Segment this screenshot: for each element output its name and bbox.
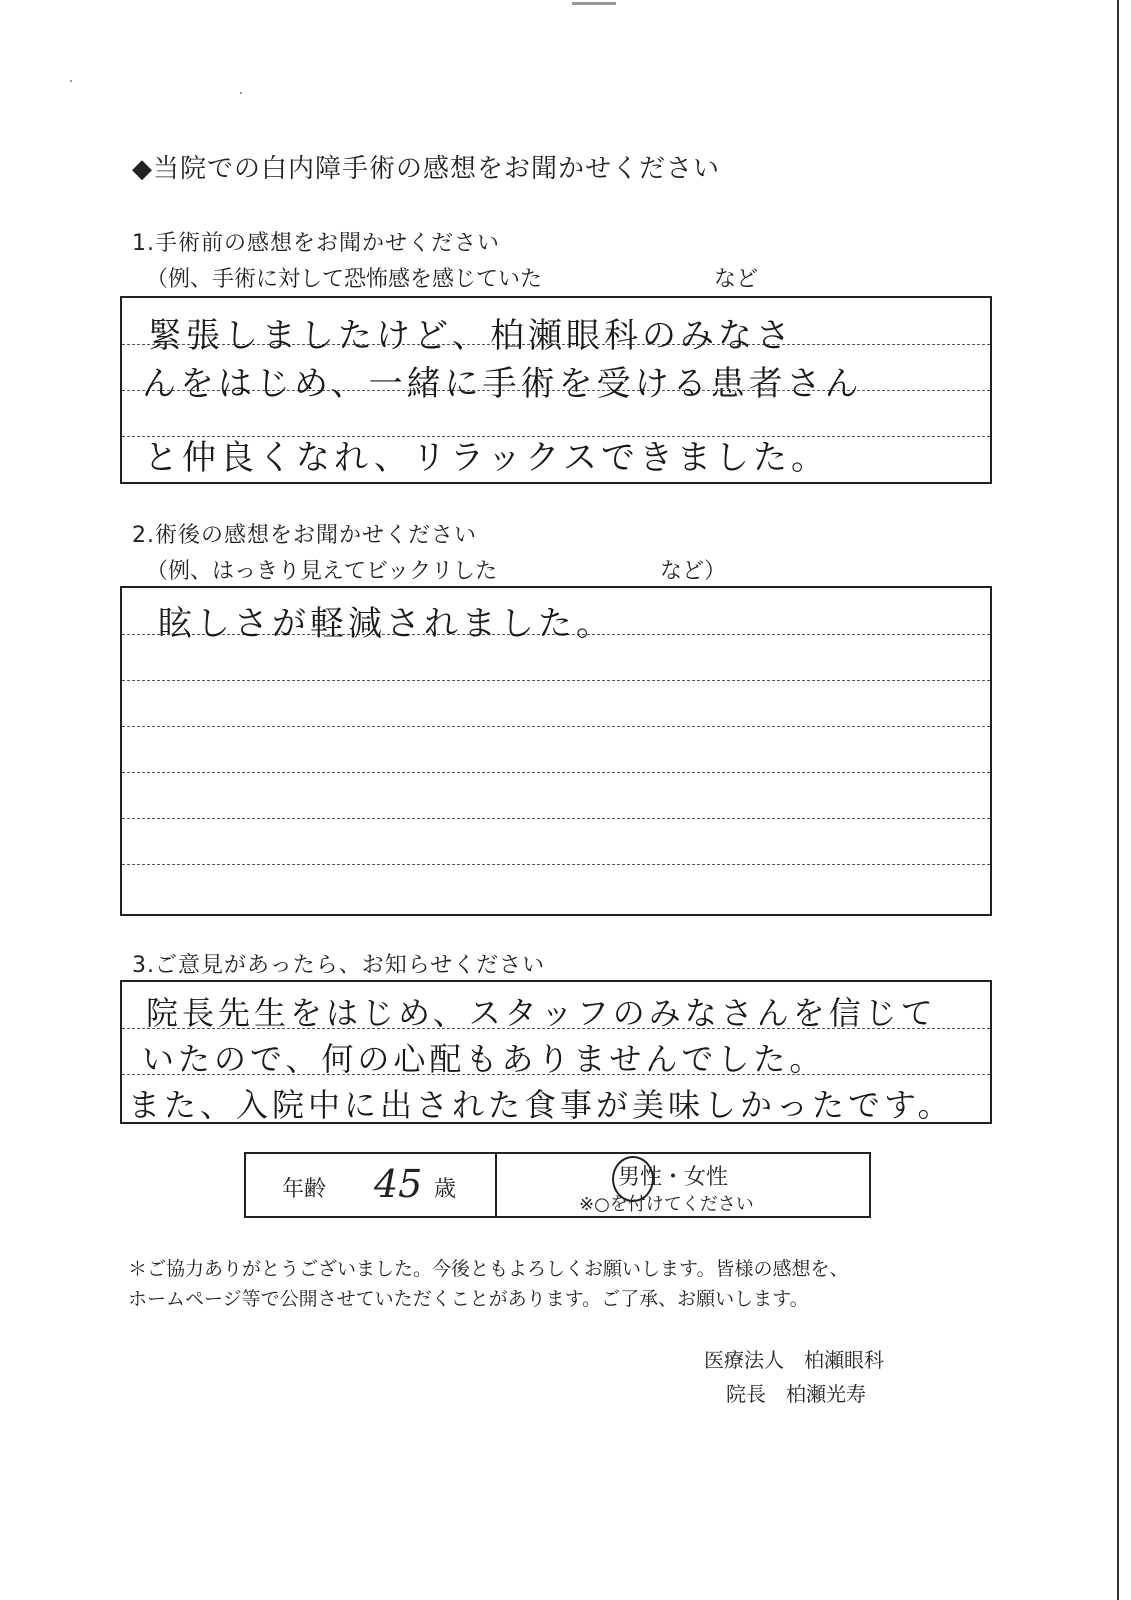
gender-note: ※○を付けてください xyxy=(579,1194,754,1215)
q3-answer-line: また、入院中に出された食事が美味しかったです。 xyxy=(128,1086,954,1124)
age-label: 年齢 xyxy=(282,1177,327,1202)
info-divider xyxy=(495,1154,497,1216)
scan-speck xyxy=(240,92,242,94)
signature-director: 院長 柏瀬光寿 xyxy=(726,1382,866,1406)
respondent-info-box xyxy=(244,1152,871,1218)
q1-example: （例、手術に対して恐怖感を感じていた xyxy=(146,267,543,292)
signature-org: 医療法人 柏瀬眼科 xyxy=(704,1348,884,1372)
ruled-line xyxy=(122,818,990,819)
q2-example-tail: など） xyxy=(660,559,727,584)
q1-answer-line: 緊張しましたけど、柏瀬眼科のみなさ xyxy=(148,316,794,356)
footer-note-line: ＊ご協力ありがとうございました。今後ともよろしくお願いします。皆様の感想を、 xyxy=(128,1258,849,1280)
q1-example-tail: など xyxy=(714,267,759,292)
scan-speck xyxy=(70,80,72,82)
scan-mark xyxy=(572,2,616,5)
q2-heading: 2.術後の感想をお聞かせください xyxy=(132,523,477,548)
ruled-line xyxy=(122,726,990,727)
q1-answer-line: と仲良くなれ、リラックスできました。 xyxy=(144,438,830,478)
page-title: ◆当院での白内障手術の感想をお聞かせください xyxy=(132,154,720,184)
page-edge-line xyxy=(1117,0,1119,1600)
age-value: 45 xyxy=(374,1162,423,1206)
footer-note-line: ホームページ等で公開させていただくことがあります。ご了承、お願いします。 xyxy=(128,1288,809,1310)
ruled-line xyxy=(122,864,990,865)
q3-answer-line: 院長先生をはじめ、スタッフのみなさんを信じて xyxy=(146,994,937,1032)
ruled-line xyxy=(122,680,990,681)
q2-answer-box xyxy=(120,586,992,916)
q2-answer-line: 眩しさが軽減されました。 xyxy=(158,604,614,644)
q3-answer-box xyxy=(120,980,992,1124)
age-unit: 歳 xyxy=(434,1177,457,1202)
ruled-line xyxy=(122,772,990,773)
q1-heading: 1.手術前の感想をお聞かせください xyxy=(132,231,500,256)
q1-answer-line: んをはじめ、一緒に手術を受ける患者さん xyxy=(142,364,863,404)
q3-heading: 3.ご意見があったら、お知らせください xyxy=(132,953,546,978)
q2-example: （例、はっきり見えてビックリした xyxy=(146,559,498,584)
q3-answer-line: いたので、何の心配もありませんでした。 xyxy=(142,1040,826,1078)
gender-options: 男性・女性 xyxy=(618,1165,729,1190)
q1-answer-box xyxy=(120,296,992,484)
